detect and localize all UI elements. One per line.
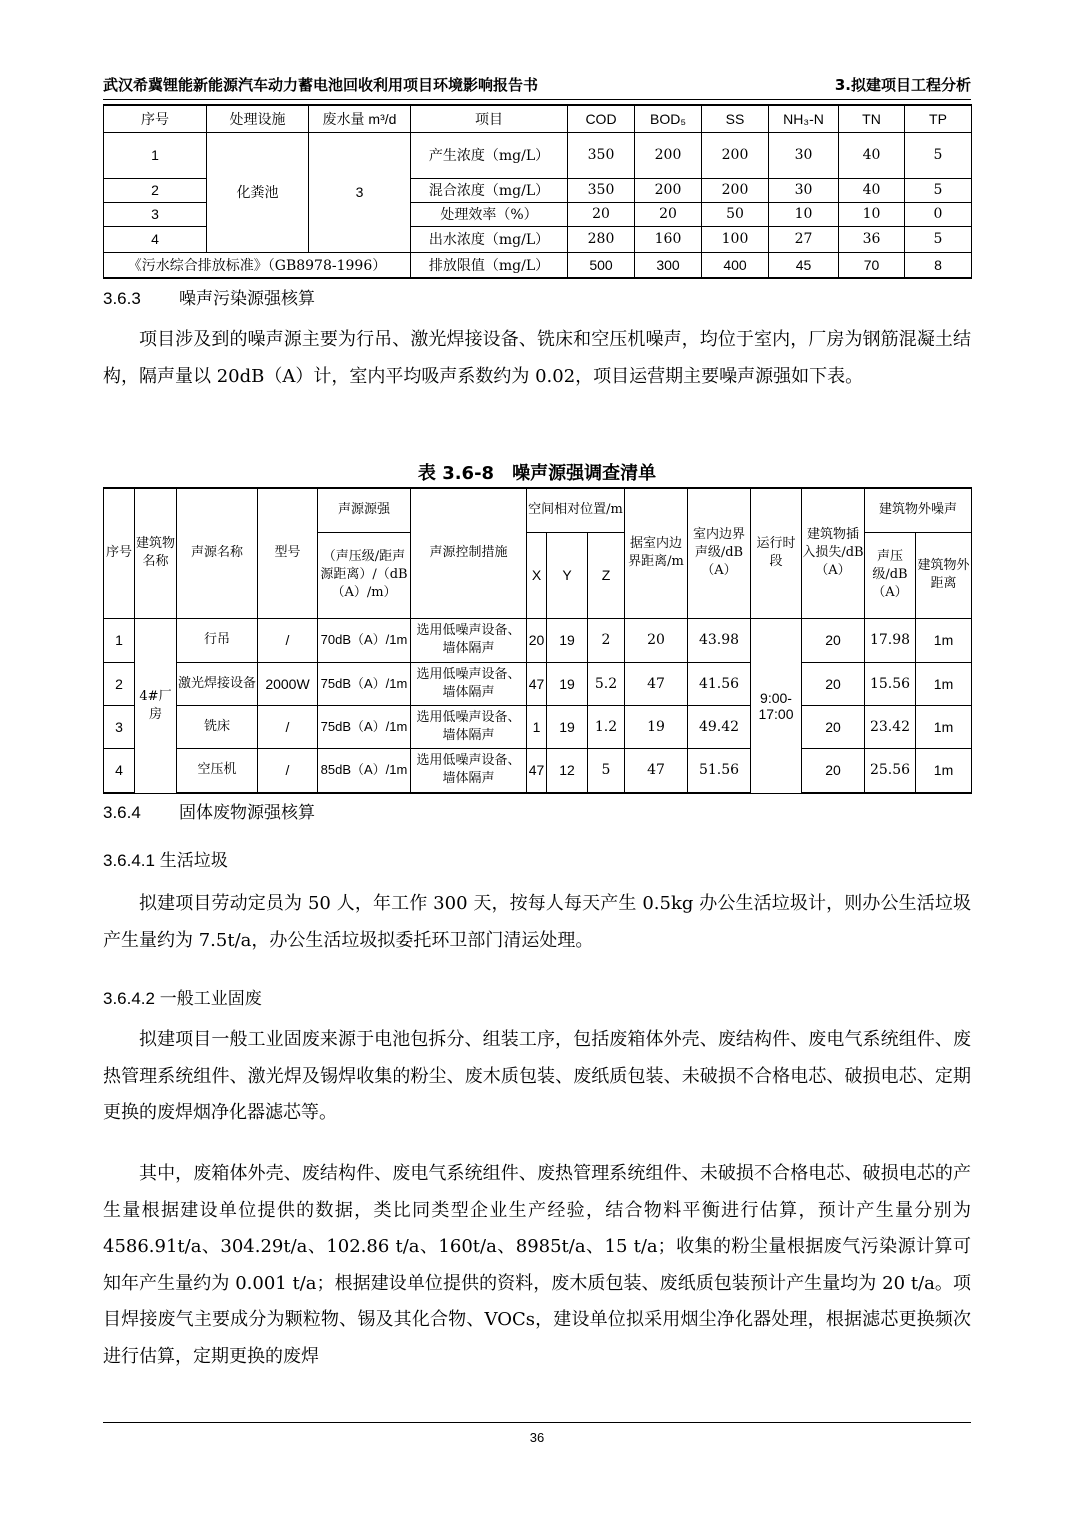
t2-header-outside-distance: 建筑物外距离 xyxy=(916,532,972,618)
paragraph-industrial-waste: 拟建项目一般工业固废来源于电池包拆分、组装工序，包括废箱体外壳、废结构件、废电气系统组件、废热管理系统组件、激光焊及锡焊收集的粉尘、废木质包装、废纸质包装、未破损不合格电芯、破损电芯、定期更换的废焊烟净化器滤芯等。 xyxy=(103,1029,971,1123)
t1-flow: 3 xyxy=(309,132,411,252)
t2-header-building: 建筑物名称 xyxy=(135,488,177,618)
paragraph-noise-intro: 项目涉及到的噪声源主要为行吊、激光焊接设备、铣床和空压机噪声，均位于室内，厂房为钢筋混凝土结构，隔声量以 20dB（A）计，室内平均吸声系数约为 0.02，项目运营期主要噪声源强如下表。 xyxy=(103,329,971,387)
t1-header-tn: TN xyxy=(839,105,905,132)
t1-header-bod: BOD₅ xyxy=(635,105,702,132)
t1-header-tp: TP xyxy=(905,105,972,132)
table-row: 4 出水浓度（mg/L） 280 160 100 27 36 5 xyxy=(104,226,972,252)
t2-header-z: Z xyxy=(588,532,625,618)
t1-facility: 化粪池 xyxy=(207,132,309,252)
t1-header-facility: 处理设施 xyxy=(207,105,309,132)
t2-header-strength: 声源源强 xyxy=(318,488,411,532)
table-row: 3 铣床 / 75dB（A）/1m 选用低噪声设备、墙体隔声 1 19 1.2 19 49.42 20 23.42 1m xyxy=(104,705,972,748)
header-title: 武汉希冀锂能新能源汽车动力蓄电池回收利用项目环境影响报告书 xyxy=(103,76,539,94)
t2-header-outside-noise: 建筑物外噪声 xyxy=(865,488,972,532)
t2-header-control: 声源控制措施 xyxy=(411,488,527,618)
t1-header-no: 序号 xyxy=(104,105,207,132)
page-number: 36 xyxy=(529,1430,545,1445)
noise-source-table xyxy=(103,487,972,794)
t2-header-no: 序号 xyxy=(104,488,135,618)
t1-header-nh3n: NH₃-N xyxy=(769,105,839,132)
t2-header-distance: 据室内边界距离/m xyxy=(625,488,688,618)
page-header xyxy=(103,74,971,100)
section-heading-3-6-4-1: 3.6.4.1 生活垃圾 xyxy=(103,851,228,871)
t2-header-x: X xyxy=(527,532,547,618)
t2-header-position: 空间相对位置/m xyxy=(527,488,625,532)
t1-header-flow: 废水量 m³/d xyxy=(309,105,411,132)
table-row: 3 处理效率（%） 20 20 50 10 10 0 xyxy=(104,202,972,226)
section-heading-3-6-4: 3.6.4 固体废物源强核算 xyxy=(103,803,315,823)
t1-header-cod: COD xyxy=(568,105,635,132)
table-row: 2 混合浓度（mg/L） 350 200 200 30 40 5 xyxy=(104,178,972,202)
paragraph-domestic-waste: 拟建项目劳动定员为 50 人，年工作 300 天，按每人每天产生 0.5kg 办公生活垃圾计，则办公生活垃圾产生量约为 7.5t/a，办公生活垃圾拟委托环卫部门清运处理。 xyxy=(103,893,971,951)
table-row: 《污水综合排放标准》（GB8978-1996） 排放限值（mg/L） 500 300 400 45 70 8 xyxy=(104,252,972,278)
section-heading-3-6-3: 3.6.3 噪声污染源强核算 xyxy=(103,289,315,309)
t2-header-source: 声源名称 xyxy=(177,488,258,618)
t2-header-y: Y xyxy=(547,532,588,618)
t2-header-strength-sub: （声压级/距声源距离）/（dB（A）/m） xyxy=(318,532,411,618)
section-heading-3-6-4-2: 3.6.4.2 一般工业固废 xyxy=(103,989,262,1009)
paragraph-waste-quantities: 其中，废箱体外壳、废结构件、废电气系统组件、废热管理系统组件、未破损不合格电芯、破损电芯的产生量根据建设单位提供的数据，类比同类型企业生产经验，结合物料平衡进行估算，预计产生量分别为 4586.91t/a、304.29t/a、102.86 t/a、160t/a、8985t/a、15 t/a；收集的粉尘量根据废气污染源计算可知年产生量约为 0.001 t/a；根据建设单位提供的资料，废木质包装、废纸质包装预计产生量均为 20 t/a。项目焊接废气主要成分为颗粒物、锡及其化合物、VOCs，建设单位拟采用烟尘净化器处理，根据滤芯更换频次进行估算，定期更换的废焊 xyxy=(103,1163,971,1367)
t1-header-ss: SS xyxy=(702,105,769,132)
t2-header-outside-level: 声压级/dB（A） xyxy=(865,532,916,618)
table-row: 4 空压机 / 85dB（A）/1m 选用低噪声设备、墙体隔声 47 12 5 47 51.56 20 25.56 1m xyxy=(104,748,972,793)
t2-header-insertion-loss: 建筑物插入损失/dB（A） xyxy=(802,488,865,618)
footer-rule xyxy=(103,1422,971,1423)
wastewater-table xyxy=(103,104,972,279)
t2-header-model: 型号 xyxy=(258,488,318,618)
t1-standard-label: 《污水综合排放标准》（GB8978-1996） xyxy=(104,252,411,278)
table-caption: 表 3.6-8 噪声源强调查清单 xyxy=(417,463,657,484)
table-row: 1 化粪池 3 产生浓度（mg/L） 350 200 200 30 40 5 xyxy=(104,132,972,178)
t2-header-time: 运行时段 xyxy=(751,488,802,618)
t2-time: 9:00-17:00 xyxy=(751,618,802,793)
t2-building: 4#厂房 xyxy=(135,618,177,793)
header-chapter: 3.拟建项目工程分析 xyxy=(834,76,971,94)
table-row: 2 激光焊接设备 2000W 75dB（A）/1m 选用低噪声设备、墙体隔声 47 19 5.2 47 41.56 20 15.56 1m xyxy=(104,662,972,705)
table-row: 1 4#厂房 行吊 / 70dB（A）/1m 选用低噪声设备、墙体隔声 20 19 2 20 43.98 9:00-17:00 20 17.98 1m xyxy=(104,618,972,662)
t2-header-indoor-level: 室内边界声级/dB（A） xyxy=(688,488,751,618)
t1-header-item: 项目 xyxy=(411,105,568,132)
